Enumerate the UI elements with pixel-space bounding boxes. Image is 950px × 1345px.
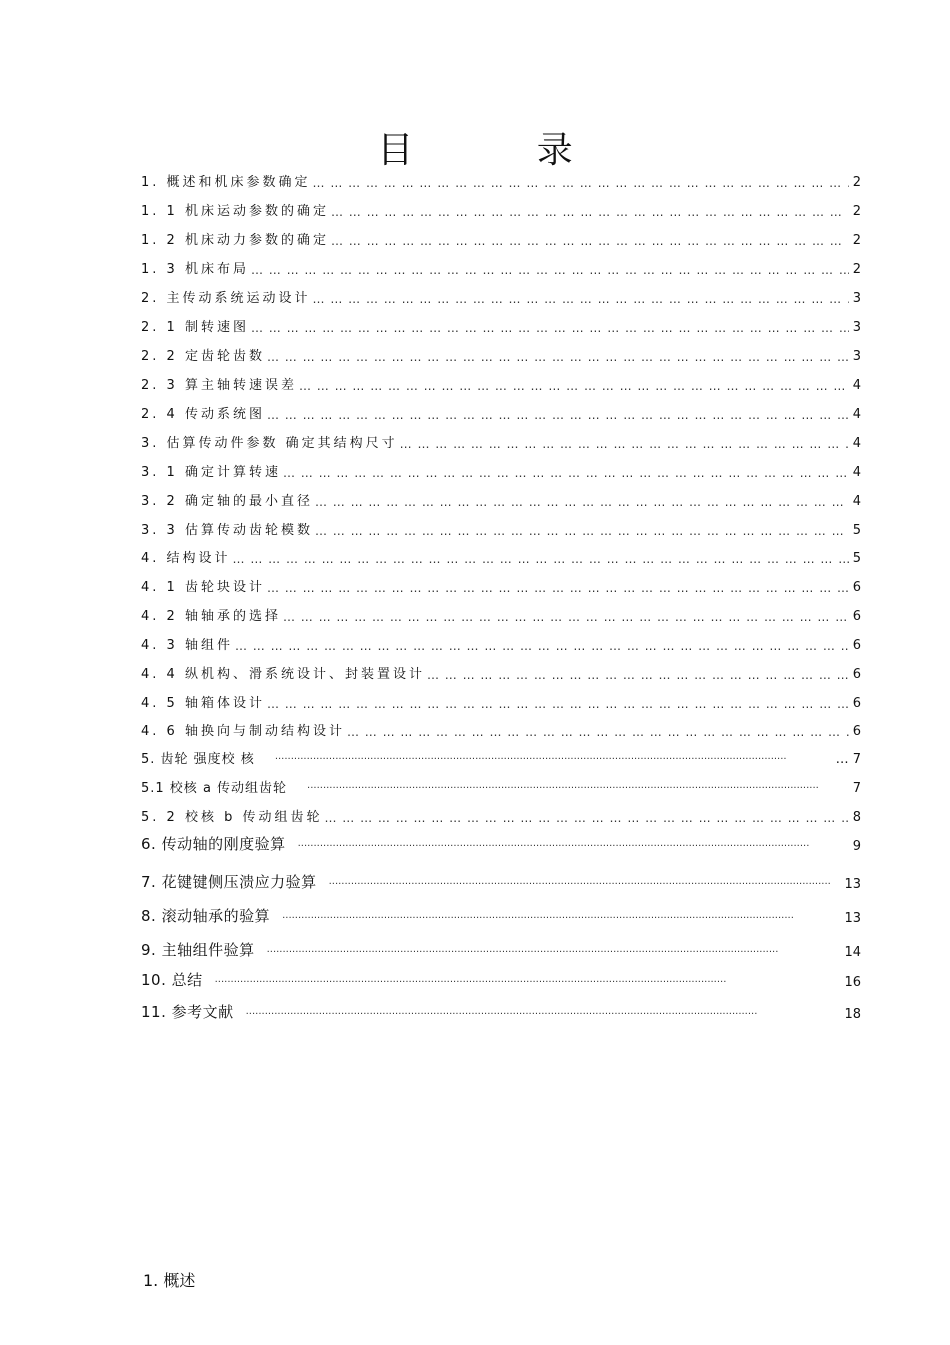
toc-leader-dots [267,408,849,422]
toc-entry[interactable] [141,1002,861,1022]
toc-entry-label: 4. 结构设计 [141,551,231,566]
toc-entry[interactable] [141,906,861,926]
toc-entry-label: 5.1 校核 a 传动组齿轮 [141,781,288,796]
toc-entry-label: 5. 2 校核 b 传动组齿轮 [141,810,323,825]
toc-entry[interactable] [141,199,861,219]
toc-entry-label: 4. 1 齿轮块设计 [141,580,265,595]
toc-entry[interactable] [141,315,861,335]
toc-leader-dots [267,697,849,711]
toc-entry[interactable] [141,489,861,509]
toc-entry-page: 8 [852,810,861,825]
toc-entry-label: 4. 2 轴轴承的选择 [141,609,281,624]
toc-entry-label: 1. 2 机床动力参数的确定 [141,233,329,248]
toc-leader-dots [282,912,831,926]
toc-entry[interactable] [141,940,861,960]
toc-entry-page: 6 [852,609,861,624]
toc-leader-dots [267,581,849,595]
toc-entry[interactable] [141,373,861,393]
toc-entry-page: 6 [852,638,861,653]
toc-leader-dots [329,878,831,892]
toc-entry-page: 3 [852,320,861,335]
toc-entry-page: 14 [844,945,861,960]
toc-leader-dots [246,1008,831,1022]
toc-entry[interactable] [141,662,861,682]
toc-entry-label: 4. 6 轴换向与制动结构设计 [141,724,345,739]
toc-entry-page: 2 [852,262,861,277]
toc-entry-label: 1. 3 机床布局 [141,262,249,277]
toc-entry-label: 1. 1 机床运动参数的确定 [141,204,329,219]
toc-leader-dots [347,725,849,739]
toc-entry-label: 3. 2 确定轴的最小直径 [141,494,313,509]
toc-entry-page: 3 [852,349,861,364]
toc-leader-dots [427,668,849,682]
toc-entry-label: 11. 参考文献 [141,1003,234,1021]
toc-entry-page: 2 [852,233,861,248]
toc-entry-label: 9. 主轴组件验算 [141,941,255,959]
toc-entry[interactable] [141,604,861,624]
toc-entry-label: 4. 3 轴组件 [141,638,233,653]
toc-entry-page: 7 [852,781,861,796]
toc-entry[interactable] [141,776,861,796]
toc-entry-label: 4. 4 纵机构、滑系统设计、封装置设计 [141,667,425,682]
toc-leader-dots [315,524,849,538]
toc-leader-dots [331,234,849,248]
toc-entry-label: 2. 1 制转速图 [141,320,249,335]
toc-leader-dots [233,552,849,566]
toc-entry-page: 6 [852,667,861,682]
toc-leader-dots [313,292,849,306]
toc-leader-dots [324,811,849,825]
toc-leader-dots [267,946,831,960]
toc-entry-label: 5. 齿轮 强度校 核 [141,752,255,767]
toc-entry[interactable] [141,747,861,767]
toc-entry[interactable] [141,633,861,653]
toc-entry[interactable] [141,518,861,538]
section-heading: 1. 概述 [143,1271,196,1290]
toc-leader-dots [315,495,849,509]
toc-leader-dots [215,976,831,990]
toc-entry-label: 4. 5 轴箱体设计 [141,696,265,711]
toc-entry[interactable] [141,402,861,422]
toc-entry-label: 2. 主传动系统运动设计 [141,291,311,306]
toc-entry[interactable] [141,286,861,306]
toc-entry-page: 3 [852,291,861,306]
toc-entry-page: … 7 [835,752,861,767]
toc-entry-page: 18 [844,1007,861,1022]
toc-leader-dots [251,321,849,335]
toc-entry-page: 5 [852,523,861,538]
toc-entry-page: 6 [852,696,861,711]
toc-entry[interactable] [141,257,861,277]
toc-entry[interactable] [141,575,861,595]
toc-entry-label: 3. 3 估算传动齿轮模数 [141,523,313,538]
toc-entry[interactable] [141,970,861,990]
toc-entry-page: 2 [852,175,861,190]
toc-leader-dots [251,263,849,277]
toc-entry-page: 5 [852,551,861,566]
toc-entry[interactable] [141,344,861,364]
toc-entry[interactable] [141,228,861,248]
toc-entry-page: 4 [852,465,861,480]
toc-entry-label: 10. 总结 [141,971,203,989]
toc-entry[interactable] [141,872,861,892]
toc-entry-label: 7. 花键键侧压溃应力验算 [141,873,317,891]
toc-entry-page: 9 [852,839,861,854]
toc-entry[interactable] [141,691,861,711]
toc-leader-dots [299,379,849,393]
toc-entry[interactable] [141,719,861,739]
toc-entry[interactable] [141,431,861,451]
toc-leader-dots [283,610,849,624]
toc-leader-dots [275,753,827,767]
toc-leader-dots [267,350,849,364]
toc-entry-label: 2. 2 定齿轮齿数 [141,349,265,364]
toc-entry-label: 6. 传动轴的刚度验算 [141,835,286,853]
toc-entry-page: 4 [852,378,861,393]
toc-entry-page: 16 [844,975,861,990]
toc-entry-page: 6 [852,580,861,595]
toc-leader-dots [298,840,831,854]
toc-leader-dots [313,176,849,190]
toc-leader-dots [331,205,849,219]
toc-entry-page: 13 [844,911,861,926]
toc-entry-label: 2. 3 算主轴转速误差 [141,378,297,393]
toc-entry[interactable] [141,805,861,825]
toc-entry-page: 6 [852,724,861,739]
toc-entry-label: 3. 1 确定计算转速 [141,465,281,480]
toc-entry-page: 4 [852,436,861,451]
toc-entry[interactable] [141,834,861,854]
toc-entry-page: 4 [852,407,861,422]
toc-entry[interactable] [141,460,861,480]
toc-entry-page: 4 [852,494,861,509]
toc-leader-dots [400,437,849,451]
toc-entry-page: 2 [852,204,861,219]
toc-entry-label: 3. 估算传动件参数 确定其结构尺寸 [141,436,398,451]
toc-entry-label: 2. 4 传动系统图 [141,407,265,422]
toc-leader-dots [307,782,827,796]
toc-entry-label: 1. 概述和机床参数确定 [141,175,311,190]
toc-entry-label: 8. 滚动轴承的验算 [141,907,271,925]
toc-entry[interactable] [141,170,861,190]
toc-title: 目 录 [377,130,629,171]
toc-entry[interactable] [141,546,861,566]
toc-leader-dots [235,639,849,653]
toc-entry-page: 13 [844,877,861,892]
toc-leader-dots [283,466,849,480]
